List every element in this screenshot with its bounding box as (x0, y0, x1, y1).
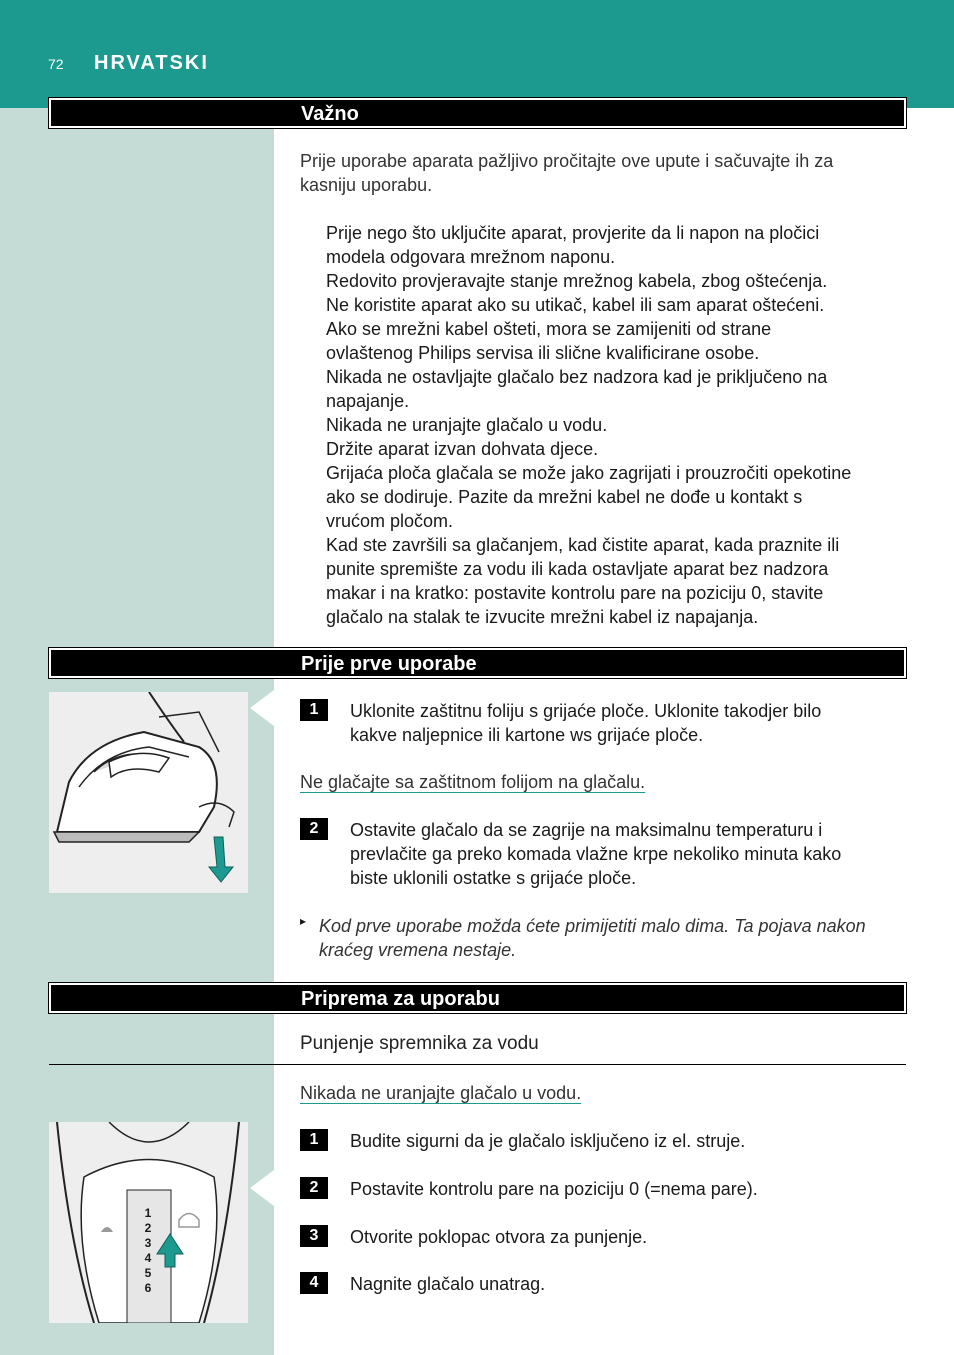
callout-pointer (250, 1170, 274, 1206)
dial-mark: 4 (144, 1251, 152, 1265)
step-number: 1 (300, 1129, 328, 1151)
warning-line: Kad ste završili sa glačanjem, kad čistite aparat, kada praznite ili (326, 535, 840, 555)
warning-line: Prije nego što uključite aparat, provjerite da li napon na pločici (326, 223, 820, 243)
dial-mark: 6 (144, 1281, 152, 1295)
subsection-divider (49, 1064, 906, 1065)
language-title: HRVATSKI (94, 52, 209, 74)
warning-line: punite spremište za vodu ili kada ostavljate aparat bez nadzora (326, 559, 829, 579)
intro-text: Prije uporabe aparata pažljivo pročitajte ove upute i sačuvajte ih za kasniju uporabu. (300, 151, 834, 195)
step-line: kakve naljepnice ili kartone ws grijaće ploče. (350, 725, 704, 745)
tip-text (319, 914, 909, 962)
tip-line: kraćeg vremena nestaje. (319, 940, 517, 960)
step-number: 4 (300, 1272, 328, 1294)
warning-line: Grijaća ploča glačala se može jako zagrijati i prouzročiti opekotine (326, 463, 852, 483)
dial-mark: 5 (144, 1266, 152, 1280)
subsection-title: Punjenje spremnika za vodu (300, 1033, 539, 1054)
callout-pointer (250, 690, 274, 726)
underlined-note: Ne glačajte sa zaštitnom folijom na glačalu. (300, 772, 646, 792)
section-bar-prije (49, 648, 906, 678)
underlined-note: Nikada ne uranjajte glačalo u vodu. (300, 1083, 582, 1103)
bullet-arrow-icon: ▸ (300, 914, 307, 928)
step-text: Nagnite glačalo unatrag. (350, 1274, 546, 1294)
warning-line: Držite aparat izvan dohvata djece. (326, 439, 599, 459)
warning-line: Nikada ne uranjajte glačalo u vodu. (326, 415, 608, 435)
step-line: Ostavite glačalo da se zagrije na maksimalnu temperaturu i (350, 820, 823, 840)
step-text (350, 818, 910, 890)
step-text: Otvorite poklopac otvora za punjenje. (350, 1227, 648, 1247)
warning-line: Redovito provjeravajte stanje mrežnog kabela, zbog oštećenja. (326, 271, 828, 291)
step-text: Budite sigurni da je glačalo isključeno iz el. struje. (350, 1131, 746, 1151)
iron-foil-illustration (49, 692, 248, 893)
section-bar-priprema (49, 983, 906, 1013)
iron-icon (49, 692, 248, 893)
warnings-list (326, 221, 911, 629)
step-line: Uklonite zaštitnu foliju s grijaće ploče. Uklonite takodjer bilo (350, 701, 822, 721)
step-number: 2 (300, 1177, 328, 1199)
warning-line: glačalo na stalak te izvucite mrežni kabel iz napajanja. (326, 607, 759, 627)
warning-line: Nikada ne ostavljajte glačalo bez nadzora kad je priključeno na (326, 367, 828, 387)
warning-line: Ako se mrežni kabel ošteti, mora se zamijeniti od strane (326, 319, 772, 339)
warning-line: ovlaštenog Philips servisa ili slične kvalificirane osobe. (326, 343, 760, 363)
warning-line: makar i na kratko: postavite kontrolu pare na poziciju 0, stavite (326, 583, 824, 603)
iron-fill-illustration (49, 1122, 248, 1323)
page-number: 72 (48, 56, 64, 72)
warning-line: Ne koristite aparat ako su utikač, kabel ili sam aparat oštećeni. (326, 295, 825, 315)
step-line: prevlačite ga preko komada vlažne krpe nekoliko minuta kako (350, 844, 842, 864)
tip-line: Kod prve uporabe možda ćete primijetiti malo dima. Ta pojava nakon (319, 916, 866, 936)
steam-dial-scale (141, 1206, 155, 1296)
dial-mark: 3 (144, 1236, 152, 1250)
warning-line: modela odgovara mrežnom naponu. (326, 247, 616, 267)
warning-line: napajanje. (326, 391, 410, 411)
step-line: biste uklonili ostatke s grijaće ploče. (350, 868, 637, 888)
step-number: 1 (300, 699, 328, 721)
dial-mark: 1 (144, 1206, 152, 1220)
dial-mark: 2 (144, 1221, 152, 1235)
step-number: 3 (300, 1225, 328, 1247)
section-title: Priprema za uporabu (301, 988, 500, 1010)
section-title: Važno (301, 103, 359, 125)
note-text (300, 770, 645, 794)
note-text (300, 1081, 581, 1105)
step-number: 2 (300, 818, 328, 840)
warning-line: vrućom pločom. (326, 511, 454, 531)
section-title: Prije prve uporabe (301, 653, 477, 675)
warning-line: ako se dodiruje. Pazite da mrežni kabel ne dođe u kontakt s (326, 487, 803, 507)
section-bar-vazno (49, 98, 906, 128)
step-text: Postavite kontrolu pare na poziciju 0 (=nema pare). (350, 1179, 758, 1199)
step-text (350, 699, 910, 747)
